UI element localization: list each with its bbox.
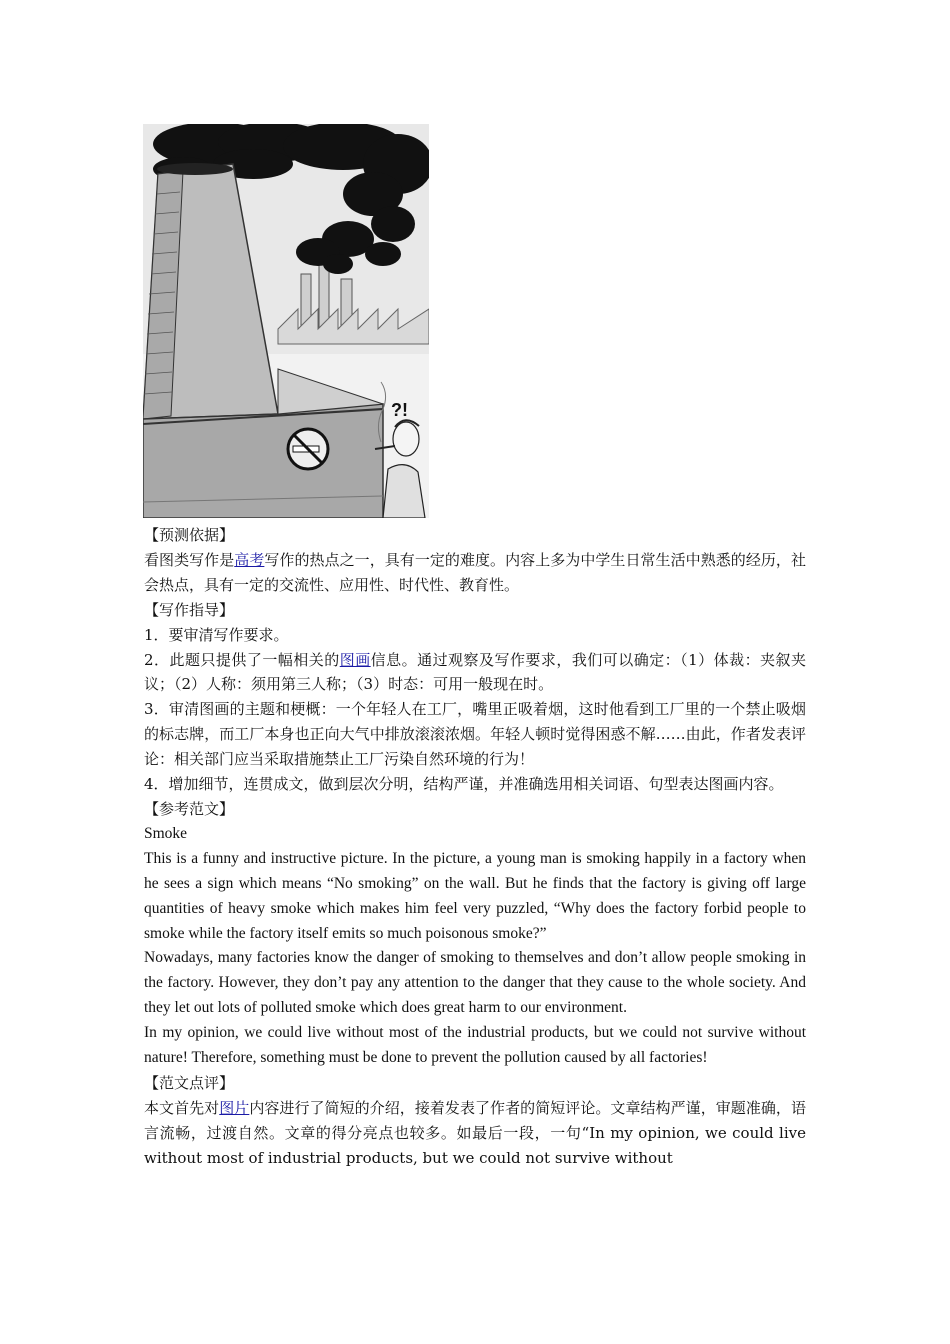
- heading-review: 【范文点评】: [144, 1073, 235, 1092]
- text-span: 本文首先对: [144, 1098, 220, 1117]
- no-smoking-sign: [288, 429, 328, 469]
- heading-basis: 【预测依据】: [144, 526, 235, 544]
- text-span: 看图类写作是: [144, 550, 235, 569]
- sample-paragraph-1: This is a funny and instructive picture. In the picture, a young man is smoking happily in a factory when he sees a sign which means “No smoking” on the wall. But he finds that the factory is giving off large quantities of heavy smoke which makes him feel very puzzled, “Why does the factory forbid people to smoke while the factory itself emits so much poisonous smoke?”: [144, 849, 806, 942]
- link-tuhua[interactable]: 图画: [339, 650, 371, 669]
- paragraph-review: [144, 1096, 806, 1171]
- guide-item-4: 4．增加细节，连贯成文，做到层次分明，结构严谨，并准确选用相关词语、句型表达图画内容。: [144, 775, 784, 794]
- text-span: 2．此题只提供了一幅相关的: [144, 650, 340, 669]
- guide-item-2: [144, 648, 806, 698]
- article-body: [144, 523, 806, 1171]
- sample-paragraph-3: In my opinion, we could live without most of the industrial products, but we could not survive without nature! Therefore, something must be done to prevent the pollution caused by all factories!: [144, 1024, 806, 1067]
- sample-title: Smoke: [144, 824, 188, 842]
- heading-sample: 【参考范文】: [144, 799, 235, 818]
- text-span: 内容进行了简短的介绍，接着发表了作者的简短评论。文章结构严谨，审题准确，语言流畅，过渡自然。文章的得分亮点也较多。如最后一段，一句“In my opinion, we could live without most of industrial products, but we could not survive without: [144, 1098, 806, 1167]
- paragraph-basis: [144, 548, 806, 598]
- guide-item-1: 1．要审清写作要求。: [144, 625, 289, 644]
- text-span: 信息。通过观察及写作要求，我们可以确定：（1）体裁：夹叙夹议；（2）人称：须用第三人称；（3）时态：可用一般现在时。: [144, 650, 806, 694]
- text-span: 写作的热点之一，具有一定的难度。内容上多为中学生日常生活中熟悉的经历，社会热点，具有一定的交流性、应用性、时代性、教育性。: [144, 550, 806, 594]
- guide-item-3: 3．审清图画的主题和梗概：一个年轻人在工厂，嘴里正吸着烟，这时他看到工厂里的一个禁止吸烟的标志牌，而工厂本身也正向大气中排放滚滚浓烟。年轻人顿时觉得困惑不解……由此，作者发表评论：相关部门应当采取措施禁止工厂污染自然环境的行为！: [144, 700, 806, 769]
- puzzled-marks: ?!: [391, 400, 408, 420]
- link-gaokao[interactable]: 高考: [234, 550, 265, 569]
- cartoon-illustration: [143, 124, 429, 518]
- sample-paragraph-2: Nowadays, many factories know the danger of smoking to themselves and don’t allow people smoking in the factory. However, they don’t pay any attention to the danger that they cause to the whole society. And they let out lots of polluted smoke which does great harm to our environment.: [144, 949, 806, 1017]
- link-tupian[interactable]: 图片: [219, 1098, 250, 1117]
- heading-guide: 【写作指导】: [144, 600, 235, 619]
